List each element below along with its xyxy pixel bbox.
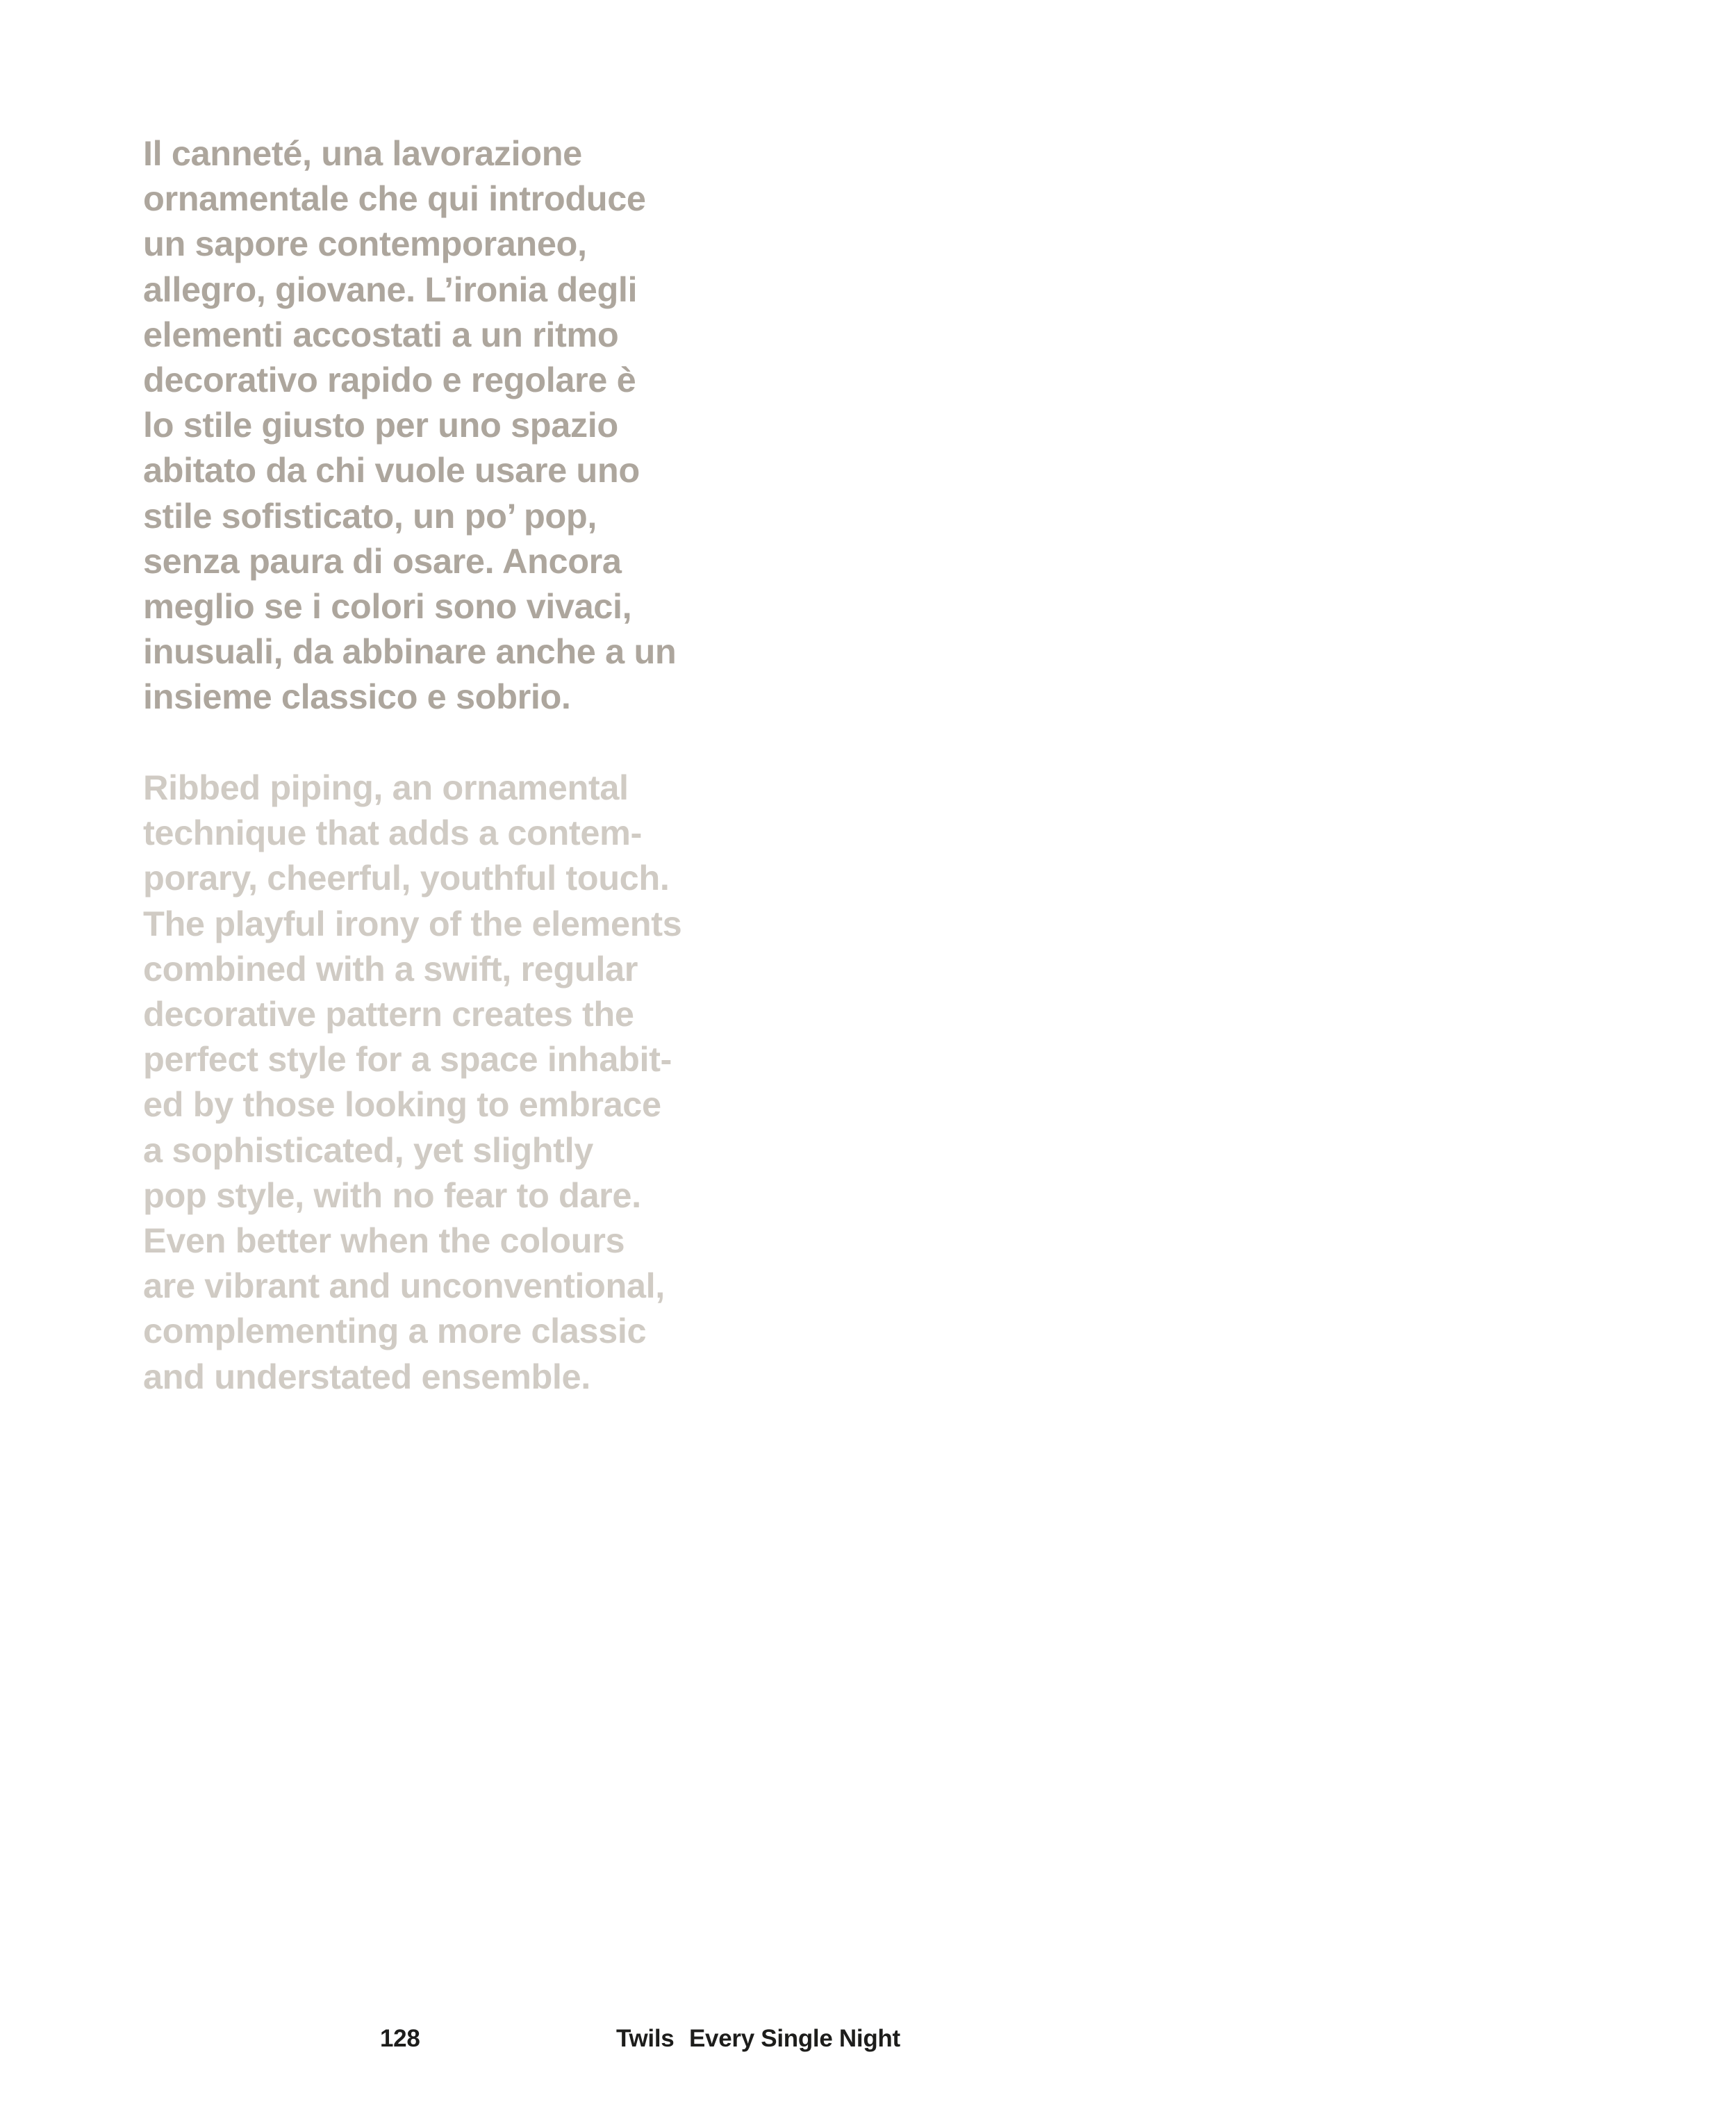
paragraph-line: The playful irony of the elements (143, 903, 682, 943)
paragraph-line: ornamentale che qui introduce (143, 179, 646, 219)
paragraph-line: Ribbed piping, an ornamental (143, 768, 629, 807)
paragraph-line: un sapore contemporaneo, (143, 224, 587, 264)
paragraph-line: elementi accostati a un ritmo (143, 314, 619, 354)
paragraph-line: decorativo rapido e regolare è (143, 360, 636, 400)
paragraph-line: combined with a swift, regular (143, 948, 638, 989)
paragraph-line: a sophisticated, yet slightly (143, 1130, 593, 1170)
paragraph-line: pop style, with no fear to dare. (143, 1175, 641, 1215)
paragraph-line: technique that adds a contem- (143, 813, 642, 853)
footer-brand: Twils (616, 2025, 675, 2052)
paragraph-line: and understated ensemble. (143, 1356, 590, 1396)
paragraph-line: porary, cheerful, youthful touch. (143, 858, 670, 898)
paragraph-line: inusuali, da abbinare anche a un (143, 631, 677, 672)
paragraph-line: complementing a more classic (143, 1311, 647, 1351)
paragraph-line: are vibrant and unconventional, (143, 1266, 665, 1306)
footer-collection-title: Every Single Night (689, 2025, 900, 2052)
italian-paragraph (143, 131, 713, 720)
paragraph-line: ed by those looking to embrace (143, 1084, 661, 1125)
paragraph-line: stile sofisticato, un po’ pop, (143, 495, 597, 536)
paragraph-line: senza paura di osare. Ancora (143, 540, 622, 581)
paragraph-line: insieme classico e sobrio. (143, 677, 571, 717)
paragraph-line: Even better when the colours (143, 1221, 625, 1261)
paragraph-line: abitato da chi vuole usare uno (143, 450, 640, 490)
page-number: 128 (380, 2025, 420, 2052)
paragraph-line: decorative pattern creates the (143, 994, 634, 1034)
paragraph-line: lo stile giusto per uno spazio (143, 405, 618, 445)
paragraph-line: meglio se i colori sono vivaci, (143, 586, 632, 627)
paragraph-line: Il canneté, una lavorazione (143, 133, 582, 173)
paragraph-line: allegro, giovane. L’ironia degli (143, 269, 638, 309)
english-paragraph (143, 765, 713, 1399)
paragraph-line: perfect style for a space inhabit- (143, 1039, 672, 1080)
